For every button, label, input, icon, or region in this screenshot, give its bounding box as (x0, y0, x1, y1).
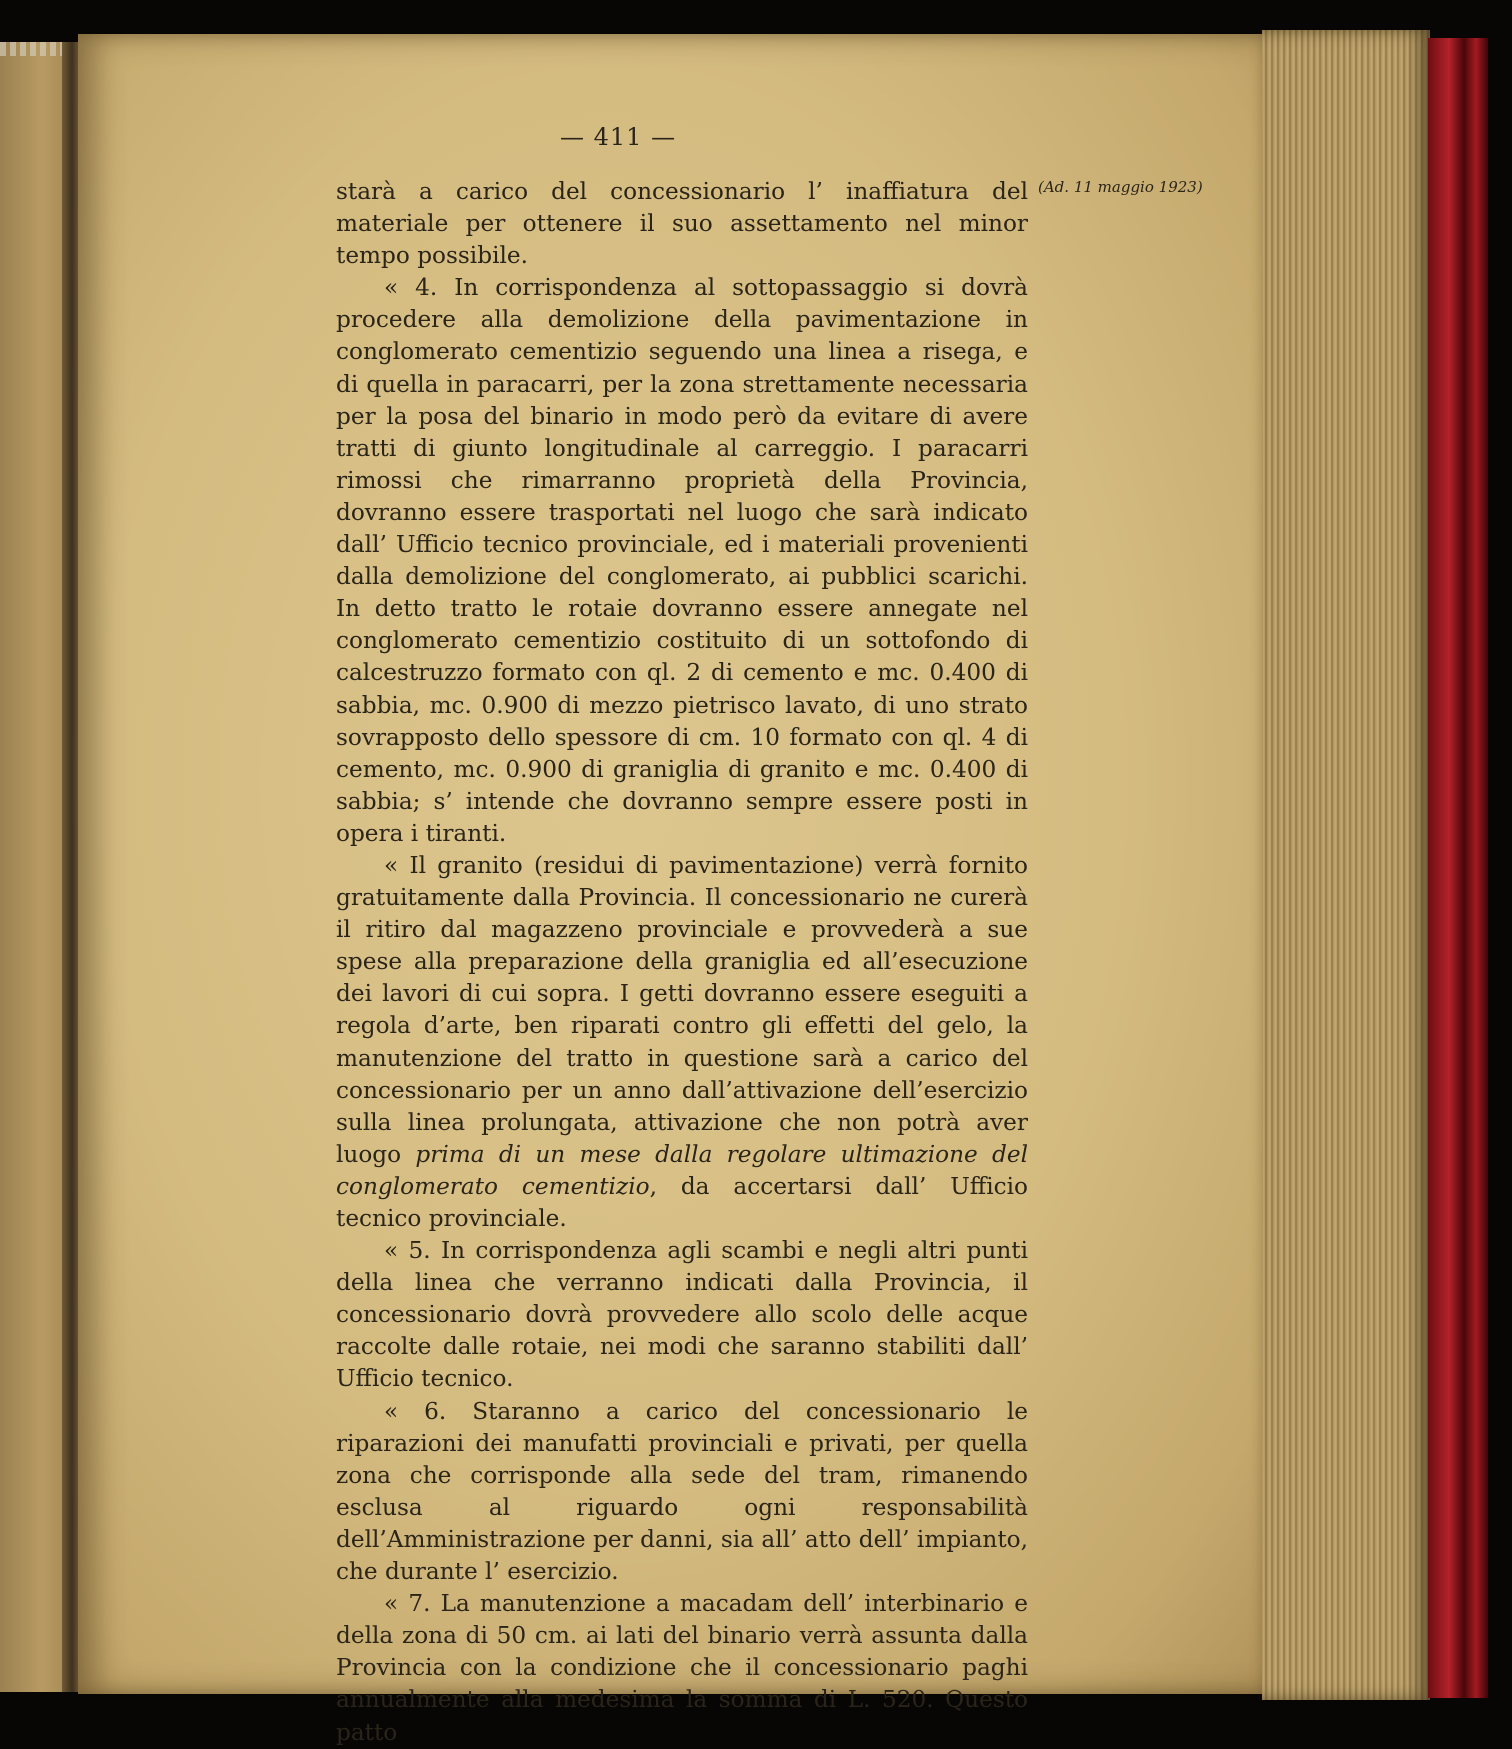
previous-page-edge (0, 42, 70, 1692)
paragraph-text: , da accertarsi dall’ Ufficio tecnico provinciale. (336, 1172, 1028, 1232)
color-calibration-strip (0, 42, 70, 56)
paragraph: « 4. In corrispondenza al sottopassaggio si dovrà procedere alla demolizione della pavimentazione in conglomerato cementizio seguendo una linea a risega, e di quella in paracarri, per la zona strettamente necessaria per la posa del binario in modo però da evitare di avere tratti di giunto longitudinale al carreggio. I paracarri rimossi che rimarranno proprietà della Provincia, dovranno essere trasportati nel luogo che sarà indicato dall’ Ufficio tecnico provinciale, ed i materiali provenienti dalla demolizione del conglomerato, ai pubblici scarichi. In detto tratto le rotaie dovranno essere annegate nel conglomerato cementizio costituito di un sottofondo di calcestruzzo formato con ql. 2 di cemento e mc. 0.400 di sabbia, mc. 0.900 di mezzo pietrisco lavato, di uno strato sovrapposto dello spessore di cm. 10 formato con ql. 4 di cemento, mc. 0.900 di graniglia di granito e mc. 0.400 di sabbia; s’ intende che dovranno sempre essere posti in opera i tiranti. (336, 274, 1028, 847)
page-number: — 411 — (560, 123, 677, 151)
paragraph: starà a carico del concessionario l’ inaffiatura del materiale per ottenere il suo assettamento nel minor tempo possibile. (336, 178, 1028, 270)
body-text (336, 176, 1028, 1749)
margin-note: (Ad. 11 maggio 1923) (1038, 178, 1203, 196)
paragraph (336, 850, 1028, 1235)
page-fore-edge (1262, 30, 1430, 1700)
paragraph: « 6. Staranno a carico del concessionario le riparazioni dei manufatti provinciali e privati, per quella zona che corrisponde alla sede del tram, rimanendo esclusa al riguardo ogni responsabilità dell’Amministrazione per danni, sia all’ atto dell’ impianto, che durante l’ esercizio. (336, 1397, 1028, 1586)
italic-text: prima di un mese dalla regolare ultimazione del conglomerato cementizio (336, 1140, 1029, 1200)
paragraph: « 7. La manutenzione a macadam dell’ interbinario e della zona di 50 cm. ai lati del binario verrà assunta dalla Provincia con la condizione che il concessionario paghi annualmente alla medesima la somma di L. 520. Questo patto (336, 1590, 1028, 1746)
paragraph-text: « Il granito (residui di pavimentazione) verrà fornito gratuitamente dalla Provincia. Il concessionario ne curerà il ritiro dal magazzeno provinciale e provvederà a sue spese alla preparazione della graniglia ed all’esecuzione dei lavori di cui sopra. I getti dovranno essere eseguiti a regola d’arte, ben riparati contro gli effetti del gelo, la manutenzione del tratto in questione sarà a carico del concessionario per un anno dall’attivazione dell’esercizio sulla linea prolungata, attivazione che non potrà aver luogo (336, 851, 1028, 1168)
paragraph: « 5. In corrispondenza agli scambi e negli altri punti della linea che verranno indicati dalla Provincia, il concessionario dovrà provvedere allo scolo delle acque raccolte dalle rotaie, nei modi che saranno stabiliti dall’ Ufficio tecnico. (336, 1237, 1028, 1393)
marbled-cover-edge (1428, 38, 1488, 1698)
